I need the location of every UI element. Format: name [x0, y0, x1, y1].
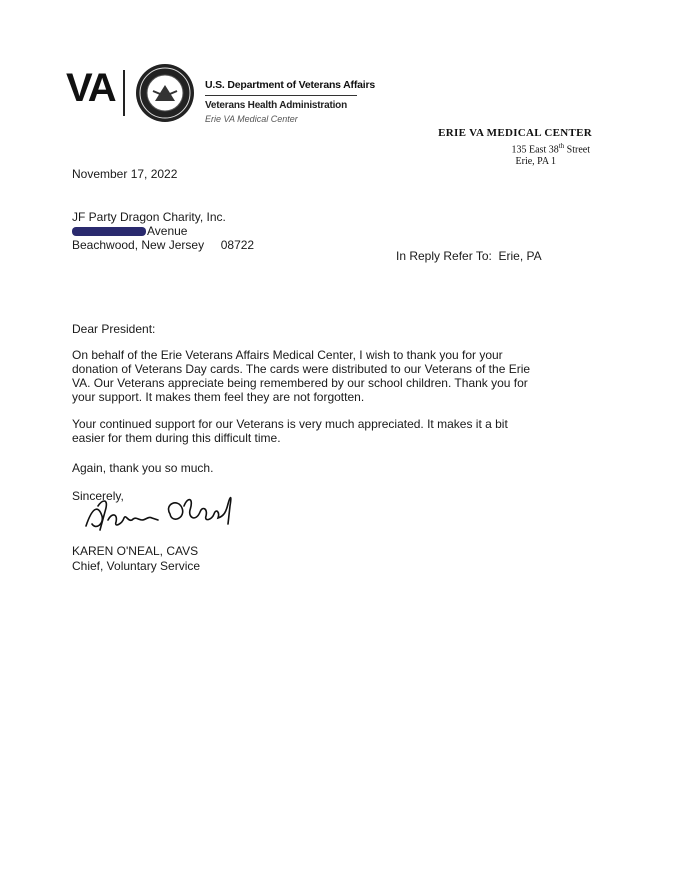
reply-reference: In Reply Refer To: Erie, PA [396, 249, 542, 263]
recipient-street: Avenue [72, 224, 254, 238]
recipient-address [72, 210, 254, 252]
center-address [438, 127, 592, 168]
recipient-city: Beachwood, New Jersey 08722 [72, 238, 255, 252]
salutation: Dear President: [72, 322, 156, 336]
body-paragraph-2: Your continued support for our Veterans is very much appreciated. It makes it a bit easier for them during this difficult time. [72, 417, 508, 445]
center-street: 135 East 38th Street [511, 142, 590, 156]
administration-name: Veterans Health Administration [205, 100, 347, 111]
signer-name: KAREN O'NEAL, CAVS [72, 544, 199, 558]
center-name: ERIE VA MEDICAL CENTER [438, 127, 592, 139]
sign-off: Sincerely, [72, 489, 124, 503]
logo-divider [123, 70, 125, 116]
handwritten-signature [78, 486, 248, 538]
recipient-name: JF Party Dragon Charity, Inc. [72, 210, 226, 224]
department-seal-icon [135, 63, 195, 123]
facility-name: Erie VA Medical Center [205, 114, 298, 124]
redaction-mark [72, 227, 146, 236]
signer-title: Chief, Voluntary Service [72, 559, 201, 573]
va-logo-text: VA [66, 66, 115, 110]
body-paragraph-1: On behalf of the Erie Veterans Affairs Medical Center, I wish to thank you for your donation of Veterans Day cards. The cards were distributed to our Veterans of the Erie VA. Our Veterans appreciate being remembered by our school children. Thank you for your support. It makes them feel they are not forgotten. [72, 348, 531, 404]
letter-date: November 17, 2022 [72, 167, 178, 181]
closing-line: Again, thank you so much. [72, 461, 214, 475]
letterhead-rule [205, 95, 357, 96]
department-name: U.S. Department of Veterans Affairs [205, 79, 375, 91]
center-city: Erie, PA 1 [515, 156, 556, 168]
